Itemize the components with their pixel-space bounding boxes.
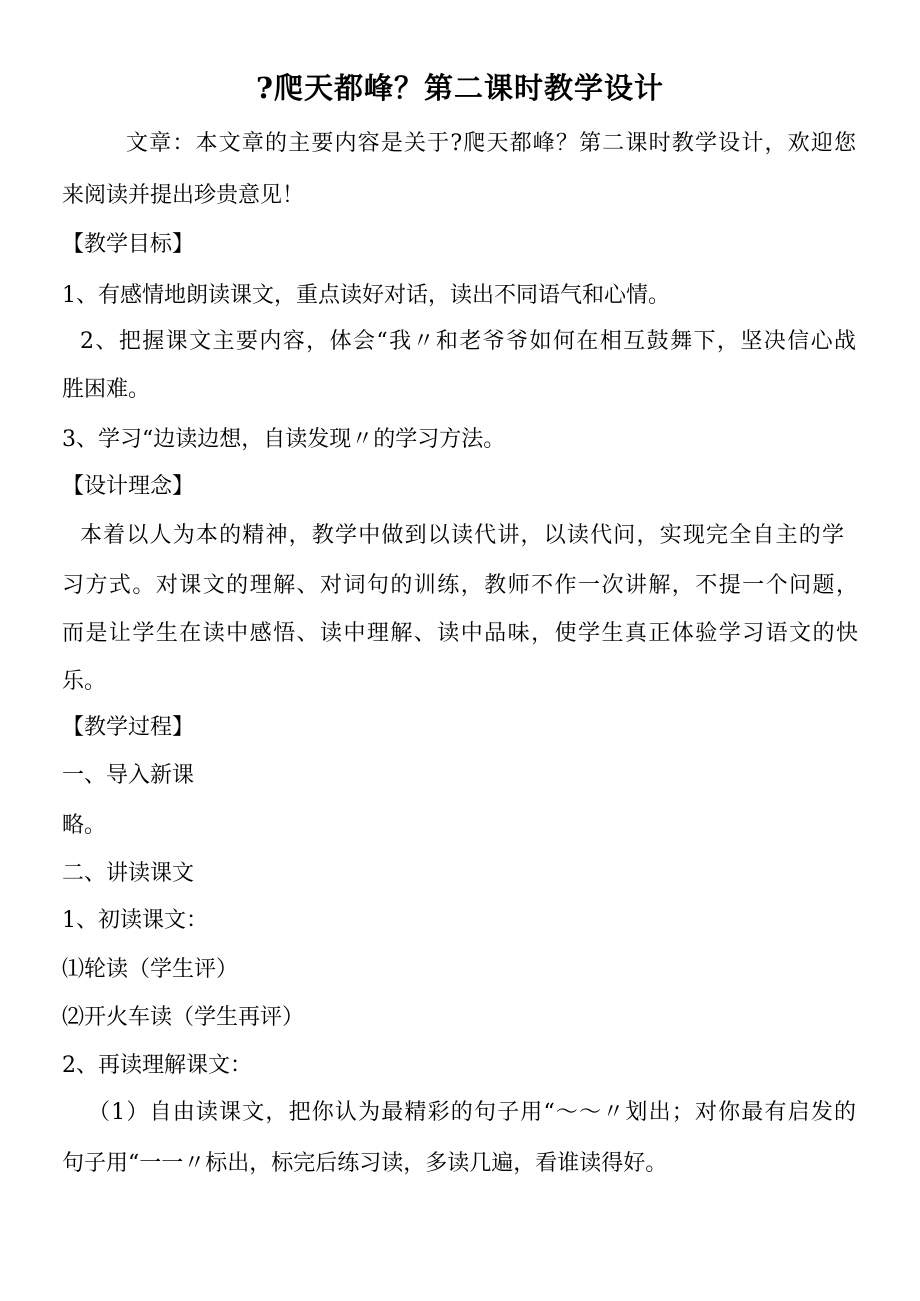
section-1-title: 一、导入新课 [62, 763, 195, 788]
concept-line-4: 乐。 [62, 669, 107, 694]
process-heading: 【教学过程】 [62, 715, 195, 740]
goal-item-1: 1、有感情地朗读课文，重点读好对话，读出不同语气和心情。 [62, 283, 670, 308]
goals-heading: 【教学目标】 [62, 232, 195, 257]
goal-item-3: 3、学习“边读边想，自读发现〃的学习方法。 [62, 427, 506, 452]
concept-line-1: 本着以人为本的精神，教学中做到以读代讲，以读代问，实现完全自主的学 [80, 523, 844, 548]
intro-line-1: 文章：本文章的主要内容是关于?爬天都峰？第二课时教学设计，欢迎您 [126, 131, 856, 156]
step-1-item-b: ⑵开火车读（学生再评） [62, 1005, 305, 1030]
section-1-body: 略。 [62, 813, 107, 838]
step-2-title: 2、再读理解课文： [62, 1053, 252, 1078]
goal-item-2-line-1: 2、把握课文主要内容，体会“我〃和老爷爷如何在相互鼓舞下，坚决信心战 [80, 329, 856, 354]
concept-line-3: 而是让学生在读中感悟、读中理解、读中品味，使学生真正体验学习语文的快 [62, 621, 858, 646]
step-2-item-1-line-1: （1）自由读课文，把你认为最精彩的句子用“～～〃划出；对你最有启发的 [88, 1100, 856, 1125]
step-1-item-a: ⑴轮读（学生评） [62, 957, 239, 982]
step-2-item-1-line-2: 句子用“一一〃标出，标完后练习读，多读几遍，看谁读得好。 [62, 1151, 668, 1176]
goal-item-2-line-2: 胜困难。 [62, 377, 151, 402]
step-1-title: 1、初读课文： [62, 908, 208, 933]
concept-heading: 【设计理念】 [62, 474, 195, 499]
document-title: ?爬天都峰？第二课时教学设计 [256, 71, 664, 105]
section-2-title: 二、讲读课文 [62, 861, 195, 886]
concept-line-2: 习方式。对课文的理解、对词句的训练，教师不作一次讲解，不提一个问题， [62, 573, 858, 598]
intro-line-2: 来阅读并提出珍贵意见！ [62, 183, 305, 208]
